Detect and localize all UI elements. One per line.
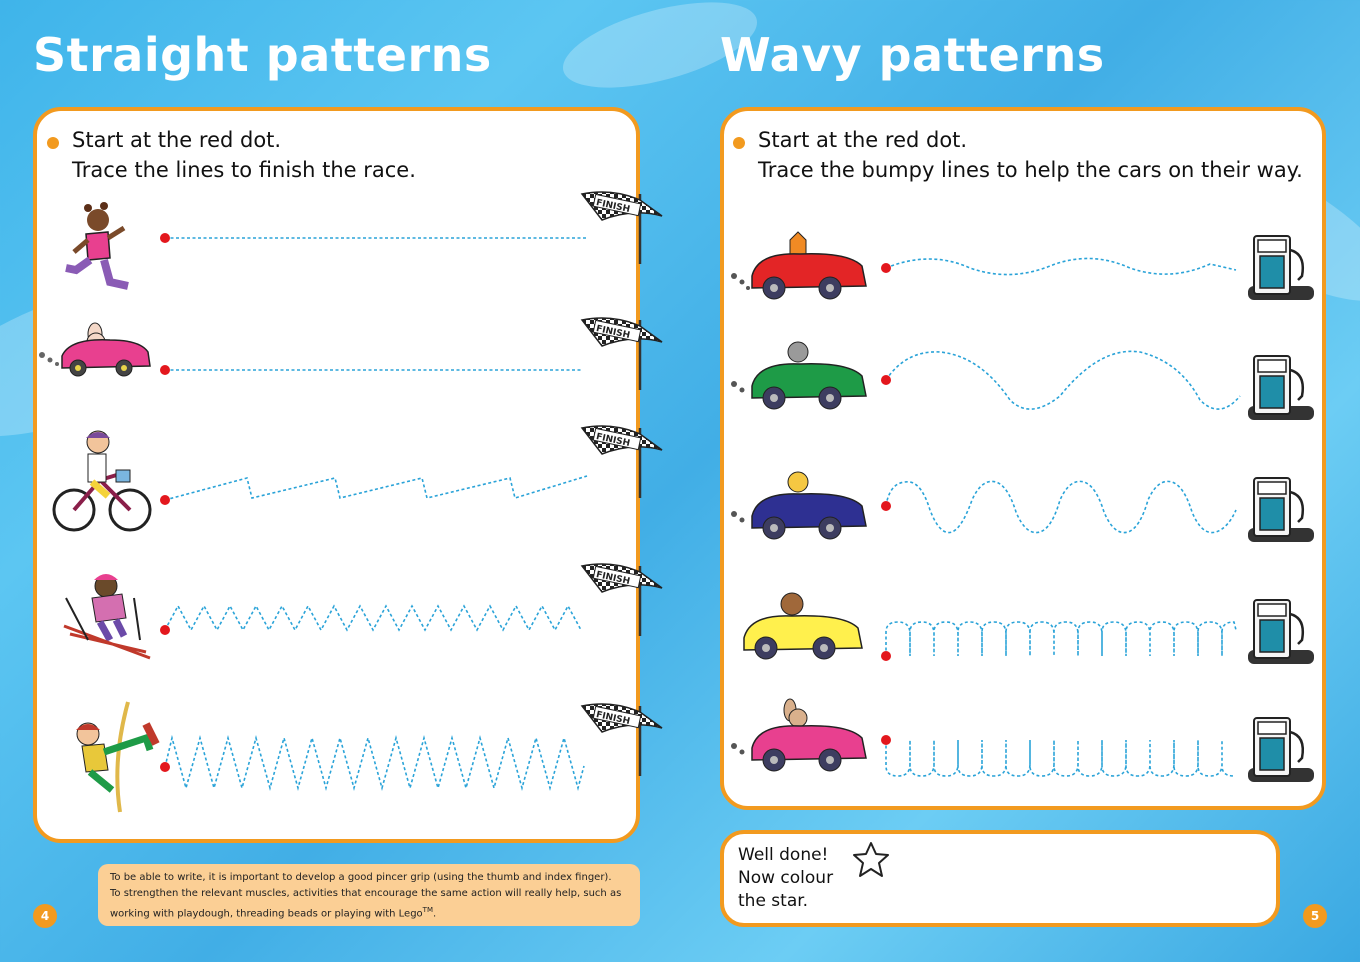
- red-start-dot[interactable]: [160, 762, 170, 772]
- trace-line-deep-wave[interactable]: [886, 481, 1236, 532]
- trace-line-stepped-zigzag[interactable]: [165, 476, 587, 500]
- well-done-line: the star.: [738, 891, 809, 911]
- fuel-pump-icon: [1248, 356, 1314, 420]
- red-car-fox-icon: [731, 232, 866, 299]
- instruction-line: Start at the red dot.: [72, 128, 282, 152]
- parent-note: [98, 864, 640, 926]
- trace-line-gentle-wave[interactable]: [886, 258, 1236, 274]
- red-start-dot[interactable]: [881, 651, 891, 661]
- trace-line-small-zigzag[interactable]: [165, 606, 581, 630]
- red-start-dot[interactable]: [881, 263, 891, 273]
- red-start-dot[interactable]: [881, 375, 891, 385]
- climber-on-rope-icon: [76, 702, 156, 812]
- well-done-box: [720, 830, 1280, 927]
- note-line: To be able to write, it is important to develop a good pincer grip (using the thumb and index finger).: [110, 872, 612, 883]
- flag-label: FINISH: [595, 710, 631, 728]
- red-start-dot[interactable]: [881, 501, 891, 511]
- pink-car-rabbit-icon: [731, 699, 866, 771]
- rabbit-in-pink-car-icon: [39, 323, 150, 376]
- green-car-cat-icon: [731, 342, 866, 409]
- page-title-right: Wavy patterns: [720, 28, 1105, 82]
- page-number-right: 5: [1303, 904, 1327, 928]
- well-done-line: Now colour: [738, 868, 834, 888]
- red-start-dot[interactable]: [881, 735, 891, 745]
- flag-label: FINISH: [595, 324, 631, 342]
- well-done-line: Well done!: [738, 845, 829, 865]
- fuel-pump-icon: [1248, 600, 1314, 664]
- yellow-car-bear-icon: [744, 593, 862, 659]
- note-line: working with playdough, threading beads or playing with Lego™.: [110, 906, 437, 920]
- trace-line-large-wave[interactable]: [886, 351, 1240, 409]
- instruction-line: Trace the bumpy lines to help the cars on their way.: [758, 158, 1303, 182]
- girl-running-icon: [66, 202, 128, 286]
- trace-line-cups[interactable]: [886, 740, 1234, 776]
- instruction-line: Trace the lines to finish the race.: [72, 158, 416, 182]
- trademark: TM: [422, 906, 433, 914]
- fuel-pump-icon: [1248, 478, 1314, 542]
- trace-line-tall-zigzag[interactable]: [165, 738, 584, 788]
- trace-line-arches[interactable]: [886, 622, 1236, 656]
- girl-on-bicycle-icon: [54, 431, 150, 530]
- note-line: To strengthen the relevant muscles, activities that encourage the same action will really help, such as: [110, 888, 622, 899]
- red-start-dot[interactable]: [160, 365, 170, 375]
- star-to-colour-icon[interactable]: [850, 840, 892, 880]
- red-start-dot[interactable]: [160, 233, 170, 243]
- page-number-left: 4: [33, 904, 57, 928]
- page-title-left: Straight patterns: [33, 28, 492, 82]
- skier-icon: [64, 574, 150, 658]
- instruction-line: Start at the red dot.: [758, 128, 968, 152]
- fuel-pump-icon: [1248, 718, 1314, 782]
- red-start-dot[interactable]: [160, 495, 170, 505]
- red-start-dot[interactable]: [160, 625, 170, 635]
- blue-car-dog-icon: [731, 472, 866, 539]
- flag-label: FINISH: [595, 432, 631, 450]
- flag-label: FINISH: [595, 198, 631, 216]
- flag-label: FINISH: [595, 570, 631, 588]
- well-done-text: [738, 844, 833, 913]
- fuel-pump-icon: [1248, 236, 1314, 300]
